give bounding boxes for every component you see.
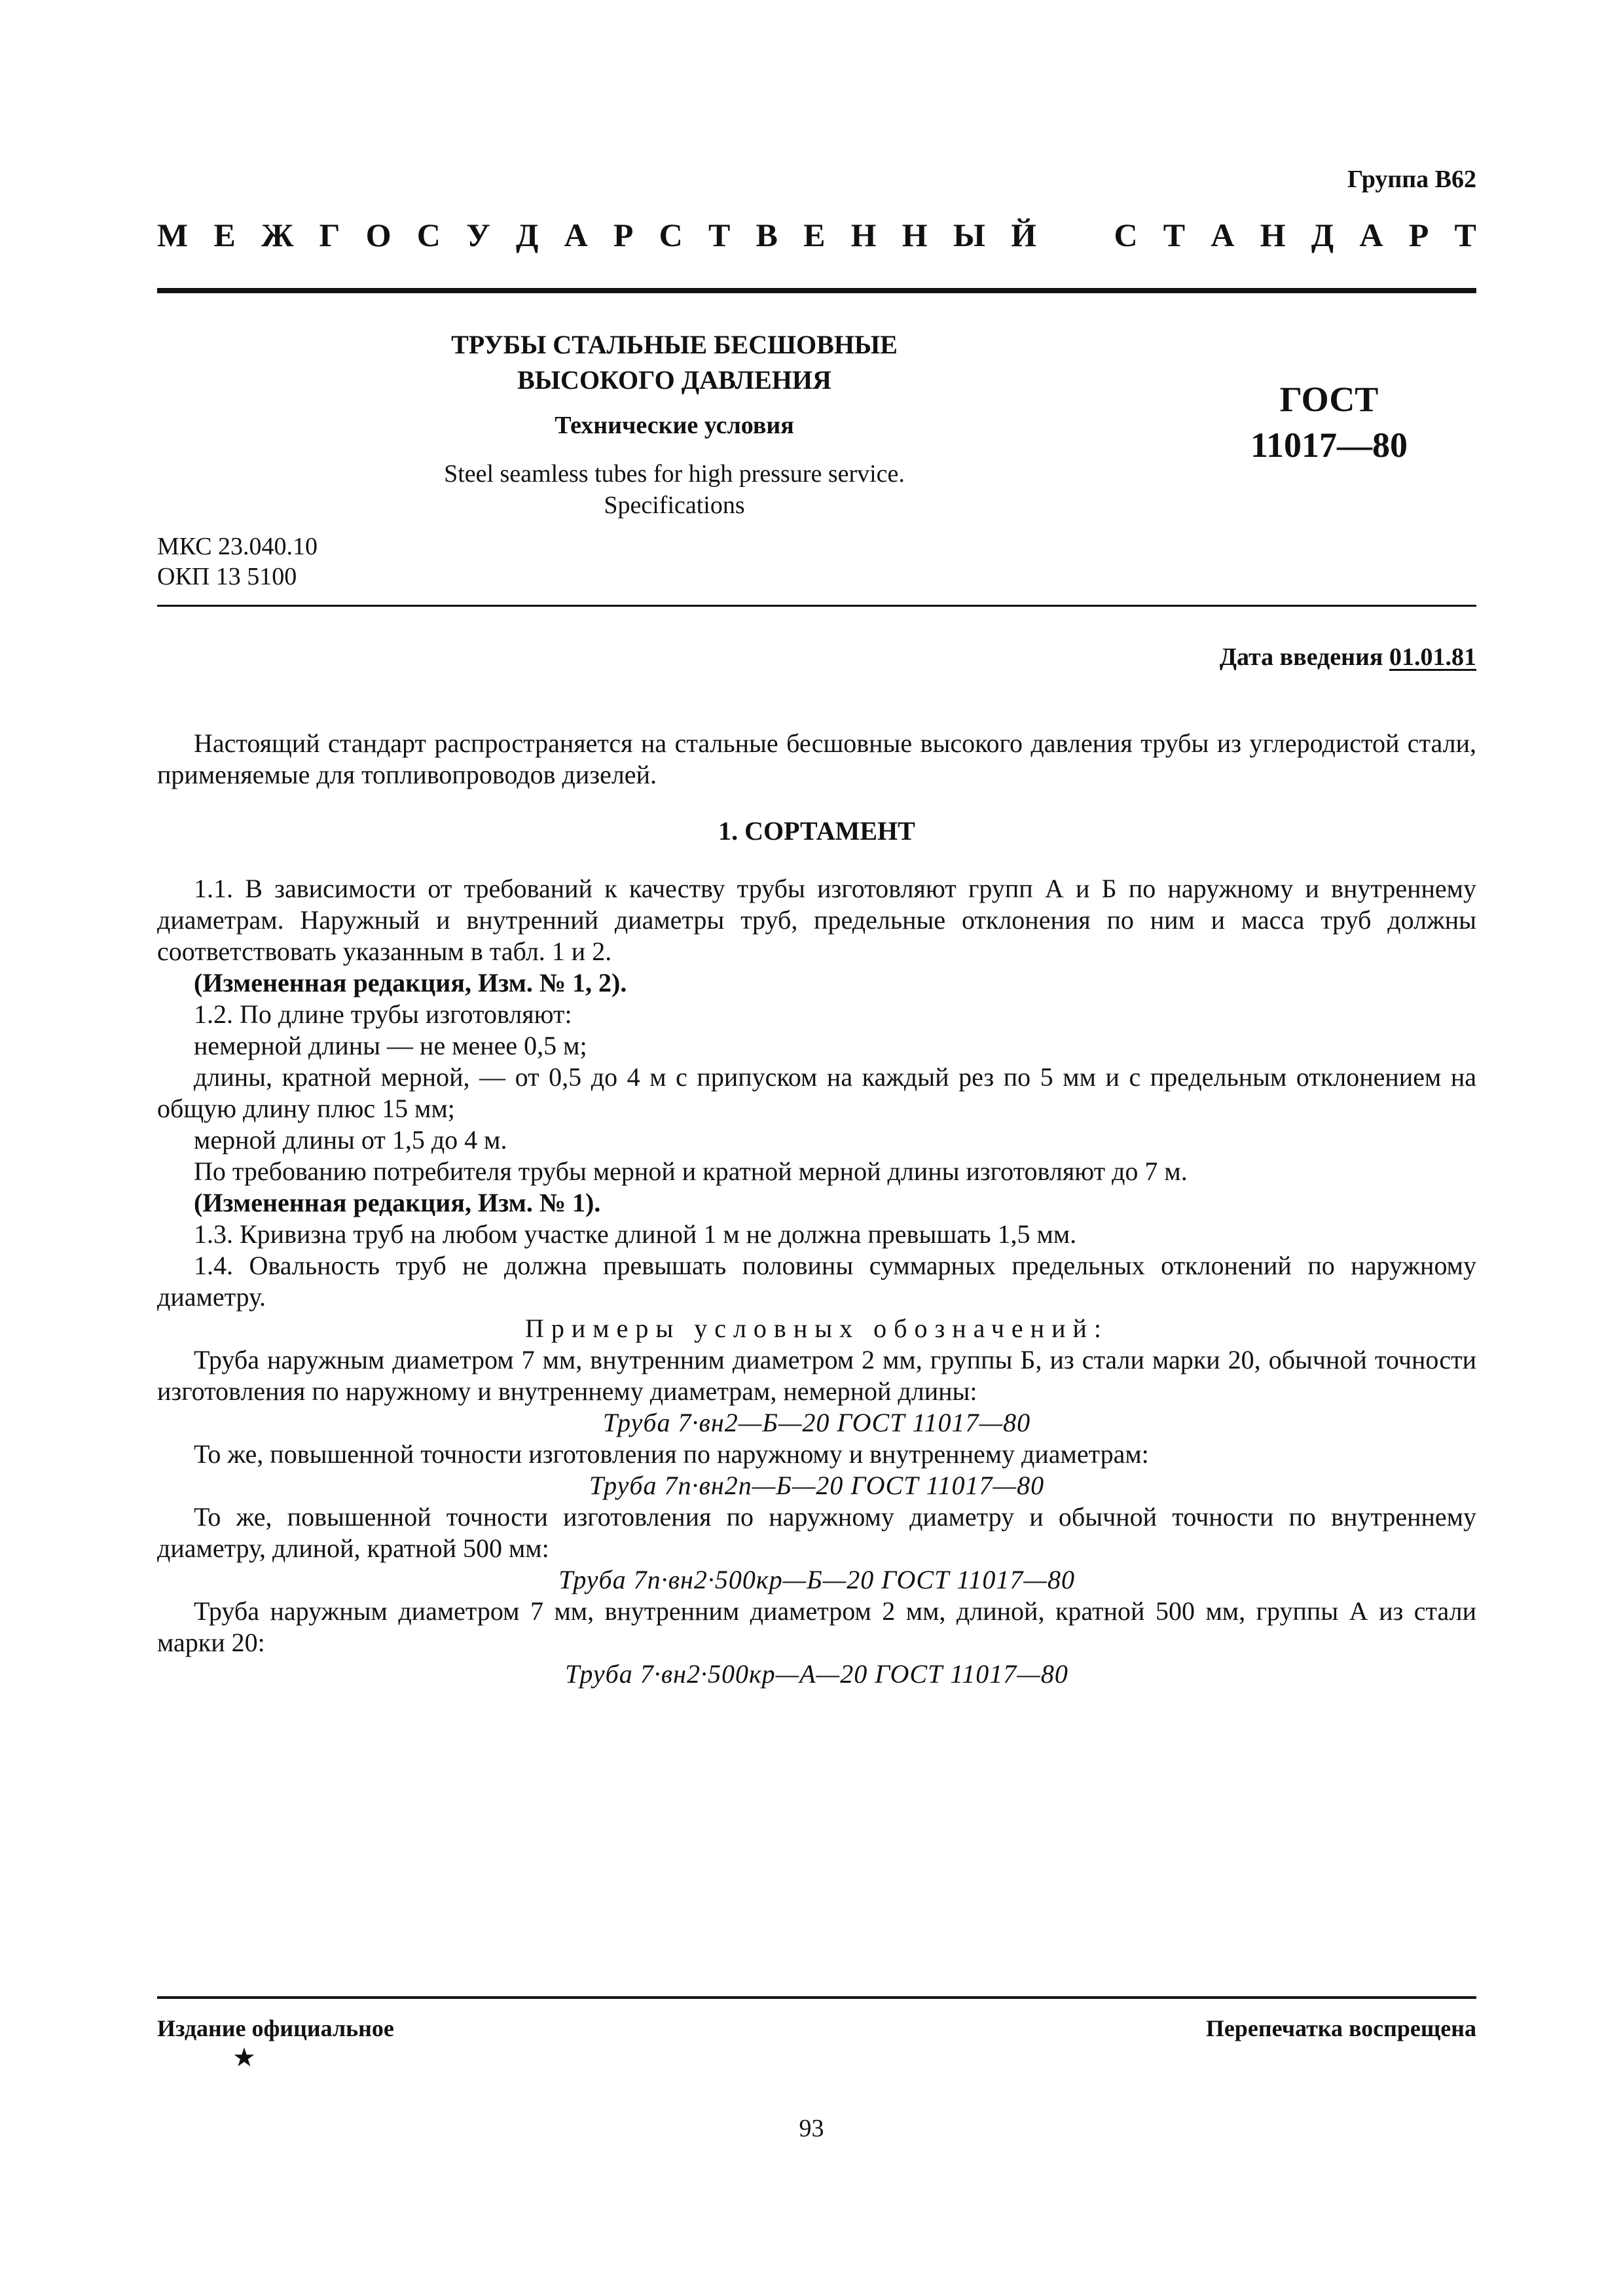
clause-1-3: 1.3. Кривизна труб на любом участке длиной 1 м не должна превышать 1,5 мм. [194, 1219, 1077, 1249]
clause-1-1: 1.1. В зависимости от требований к качеству трубы изготовляют групп А и Б по наружному и внутреннему диаметрам. Наружный и внутренний диаметры труб, предельные отклонения по ним и масса труб должны соответствовать указанным в табл. 1 и 2. [157, 874, 1476, 966]
clause-1-2-d: По требованию потребителя трубы мерной и кратной мерной длины изготовляют до 7 м. [194, 1157, 1188, 1186]
footer-rule [157, 1996, 1476, 1999]
examples-heading: Примеры условных обозначений: [524, 1314, 1109, 1343]
banner-letter: Д [515, 217, 539, 253]
banner-letter: Т [1163, 217, 1186, 253]
example-2-text: То же, повышенной точности изготовления по наружному и внутреннему диаметрам: [194, 1439, 1149, 1469]
intro-paragraph: Настоящий стандарт распространяется на стальные бесшовные высокого давления трубы из углеродистой стали, применяемые для топливопроводов дизелей. [157, 728, 1476, 789]
okp-code: ОКП 13 5100 [157, 563, 297, 590]
effective-date [1220, 643, 1476, 672]
top-rule [157, 288, 1476, 293]
banner-letter: Р [613, 217, 634, 253]
banner-letter: Г [319, 217, 340, 253]
english-title-line-2: Specifications [604, 492, 745, 519]
section-heading: 1. СОРТАМЕНТ [718, 816, 915, 846]
example-1-text: Труба наружным диаметром 7 мм, внутренним диаметром 2 мм, группы Б, из стали марки 20, обычной точности изготовления по наружному и внутреннему диаметрам, немерной длины: [157, 1345, 1476, 1406]
banner-letter: У [466, 217, 490, 253]
example-4-text: Труба наружным диаметром 7 мм, внутренним диаметром 2 мм, длиной, кратной 500 мм, группы А из стали марки 20: [157, 1596, 1476, 1657]
banner-letter: Ы [953, 217, 985, 253]
banner-gap [1062, 216, 1088, 254]
date-label: Дата введения [1219, 643, 1383, 671]
banner-letter: Т [1454, 217, 1476, 253]
official-edition: Издание официальное [157, 2015, 394, 2041]
amendment-note-1: (Измененная редакция, Изм. № 1, 2). [194, 968, 627, 997]
banner-letter: О [365, 217, 392, 253]
banner-letter: Н [1260, 217, 1286, 253]
classification-codes [157, 531, 318, 592]
banner-letter: А [1211, 217, 1235, 253]
banner-letter: В [756, 217, 778, 253]
gost-label: ГОСТ [1279, 380, 1379, 419]
amendment-note-2: (Измененная редакция, Изм. № 1). [194, 1188, 601, 1217]
example-3-designation: Труба 7п·вн2·500кр—Б—20 ГОСТ 11017—80 [558, 1565, 1075, 1594]
banner-letter: Н [850, 217, 877, 253]
example-4-designation: Труба 7·вн2·500кр—А—20 ГОСТ 11017—80 [565, 1659, 1068, 1689]
banner-letter: М [157, 217, 189, 253]
page-number: 93 [799, 2115, 824, 2142]
star-icon: ★ [232, 2043, 256, 2072]
document-subtitle: Технические условия [555, 412, 794, 439]
date-value: 01.01.81 [1389, 643, 1476, 671]
group-code: Группа В62 [1347, 166, 1476, 193]
mks-code: МКС 23.040.10 [157, 533, 318, 560]
document-body [157, 728, 1476, 1690]
gost-number [1178, 376, 1480, 468]
banner-letter: Ж [261, 217, 294, 253]
banner-letter: Е [803, 217, 826, 253]
title-line-2: ВЫСОКОГО ДАВЛЕНИЯ [517, 365, 831, 395]
example-2-designation: Труба 7п·вн2п—Б—20 ГОСТ 11017—80 [589, 1471, 1045, 1500]
banner-letter: А [564, 217, 588, 253]
gost-code: 11017—80 [1250, 425, 1408, 465]
english-title [288, 458, 1061, 521]
banner-letter: Й [1011, 217, 1037, 253]
banner-letter: А [1359, 217, 1383, 253]
banner-letter: Д [1311, 217, 1334, 253]
banner-letter: С [416, 217, 441, 253]
english-title-line-1: Steel seamless tubes for high pressure service. [444, 460, 905, 488]
banner-letter: Н [902, 217, 928, 253]
banner-letter: Е [213, 217, 236, 253]
clause-1-2-a: немерной длины — не менее 0,5 м; [194, 1031, 587, 1060]
clause-1-4: 1.4. Овальность труб не должна превышать половины суммарных предельных отклонений по наружному диаметру. [157, 1251, 1476, 1312]
document-title [288, 327, 1061, 398]
example-3-text: То же, повышенной точности изготовления по наружному диаметру и обычной точности по внутреннему диаметру, длиной, кратной 500 мм: [157, 1502, 1476, 1563]
header-rule [157, 605, 1476, 607]
banner-letter: Р [1408, 217, 1429, 253]
example-1-designation: Труба 7·вн2—Б—20 ГОСТ 11017—80 [602, 1408, 1031, 1437]
title-line-1: ТРУБЫ СТАЛЬНЫЕ БЕСШОВНЫЕ [451, 330, 898, 359]
banner-letter: С [659, 217, 683, 253]
standard-banner [157, 216, 1476, 254]
banner-letter: Т [708, 217, 731, 253]
clause-1-2: 1.2. По длине трубы изготовляют: [194, 999, 572, 1029]
reprint-prohibited: Перепечатка воспрещена [1205, 2015, 1476, 2041]
banner-letter: С [1114, 217, 1138, 253]
clause-1-2-c: мерной длины от 1,5 до 4 м. [194, 1125, 507, 1155]
clause-1-2-b: длины, кратной мерной, — от 0,5 до 4 м с припуском на каждый рез по 5 мм и с предельным отклонением на общую длину плюс 15 мм; [157, 1062, 1476, 1123]
